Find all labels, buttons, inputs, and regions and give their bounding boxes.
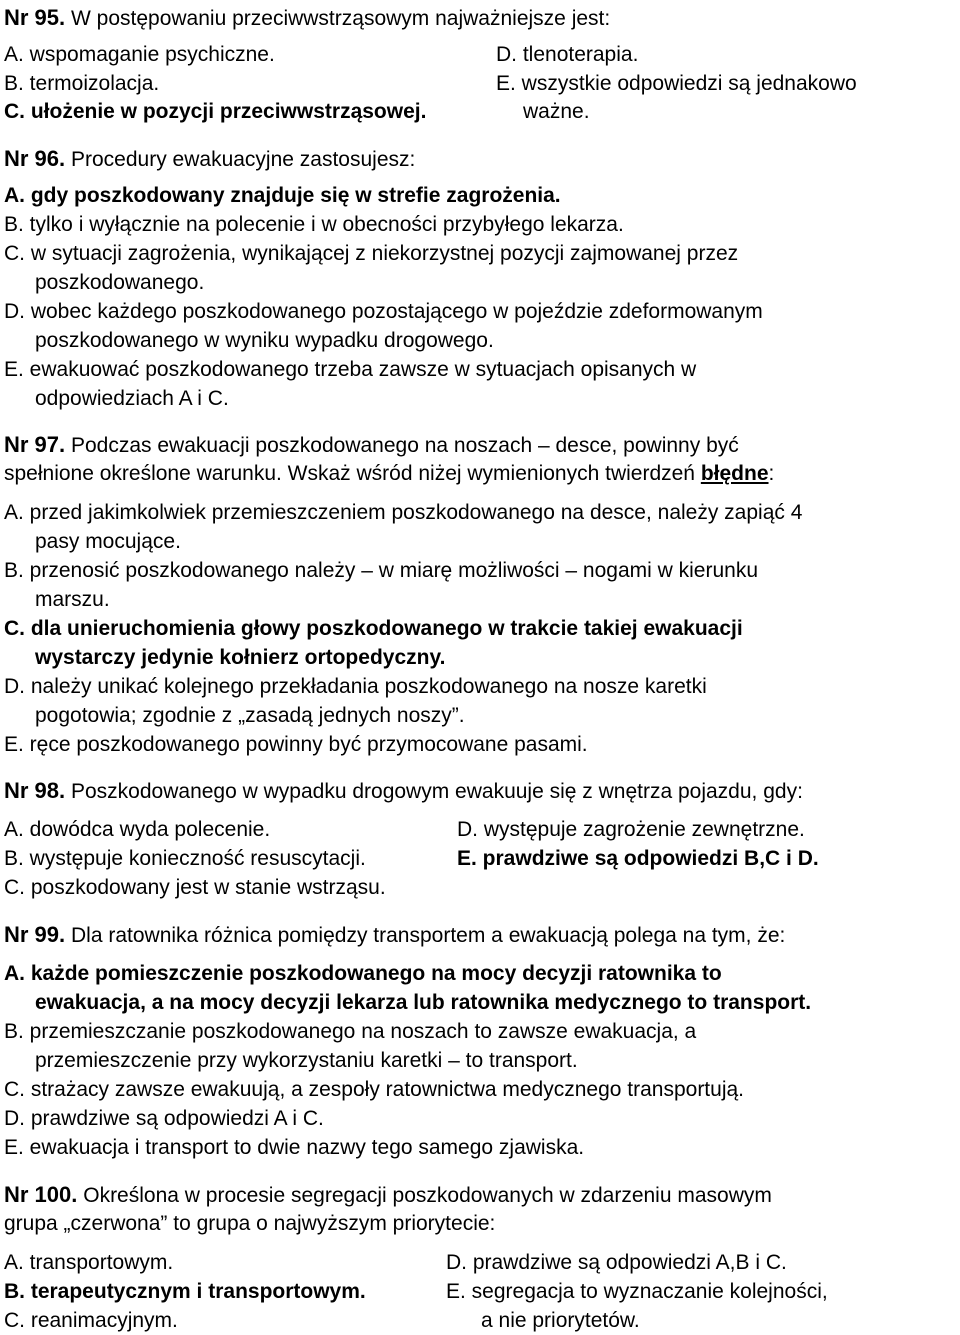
answer-e: E. ręce poszkodowanego powinny być przymocowane pasami.: [4, 733, 588, 756]
answer-d-cont: pogotowia; zgodnie z „zasadą jednych noszy”.: [35, 704, 465, 727]
answer-b-cont: przemieszczenie przy wykorzystaniu karetki – to transport.: [35, 1049, 578, 1072]
answer-b: B. termoizolacja.: [4, 72, 160, 95]
question-96-heading: [4, 144, 415, 174]
question-text-cont: [4, 459, 774, 488]
answer-a: A. wspomaganie psychiczne.: [4, 43, 275, 66]
answer-a-cont: ewakuacja, a na mocy decyzji lekarza lub ratownika medycznego to transport.: [35, 991, 812, 1014]
question-text: Określona w procesie segregacji poszkodowanych w zdarzeniu masowym: [83, 1184, 772, 1207]
question-number: Nr 98.: [4, 778, 66, 803]
question-text-part: spełnione określone warunku. Wskaż wśród niżej wymienionych twierdzeń: [4, 462, 701, 485]
question-text: Podczas ewakuacji poszkodowanego na noszach – desce, powinny być: [71, 434, 739, 457]
question-text-cont: grupa „czerwona” to grupa o najwyższym priorytecie:: [4, 1212, 496, 1235]
answer-d: D. prawdziwe są odpowiedzi A,B i C.: [446, 1251, 787, 1274]
answer-e-cont: odpowiedziach A i C.: [35, 387, 229, 410]
answer-b: B. przemieszczanie poszkodowanego na noszach to zawsze ewakuacja, a: [4, 1020, 697, 1043]
question-98-heading: [4, 776, 803, 806]
answer-e: E. prawdziwe są odpowiedzi B,C i D.: [457, 847, 819, 870]
question-100-heading: [4, 1180, 772, 1210]
question-text-part: :: [768, 462, 775, 485]
answer-e: E. segregacja to wyznaczanie kolejności,: [446, 1280, 828, 1303]
answer-d: D. wobec każdego poszkodowanego pozostającego w pojeździe zdeformowanym: [4, 300, 763, 323]
answer-e: E. ewakuować poszkodowanego trzeba zawsze w sytuacjach opisanych w: [4, 358, 697, 381]
answer-b: B. przenosić poszkodowanego należy – w miarę możliwości – nogami w kierunku: [4, 559, 759, 582]
question-99-heading: [4, 920, 785, 950]
answer-c-cont: wystarczy jedynie kołnierz ortopedyczny.: [35, 646, 446, 669]
answer-c: C. ułożenie w pozycji przeciwwstrząsowej.: [4, 100, 427, 123]
question-text: Poszkodowanego w wypadku drogowym ewakuuje się z wnętrza pojazdu, gdy:: [71, 780, 803, 803]
answer-a-cont: pasy mocujące.: [35, 530, 181, 553]
answer-a: A. dowódca wyda polecenie.: [4, 818, 271, 841]
answer-e-cont: a nie priorytetów.: [481, 1309, 640, 1332]
question-95-heading: [4, 3, 610, 33]
answer-d-cont: poszkodowanego w wyniku wypadku drogowego.: [35, 329, 494, 352]
answer-c: C. dla unieruchomienia głowy poszkodowanego w trakcie takiej ewakuacji: [4, 617, 743, 640]
emphasis-word: błędne: [700, 462, 769, 485]
question-number: Nr 97.: [4, 432, 66, 457]
answer-e: E. ewakuacja i transport to dwie nazwy tego samego zjawiska.: [4, 1136, 585, 1159]
answer-a: A. każde pomieszczenie poszkodowanego na mocy decyzji ratownika to: [4, 962, 722, 985]
answer-b-cont: marszu.: [35, 588, 110, 611]
answer-c: C. strażacy zawsze ewakuują, a zespoły ratownictwa medycznego transportują.: [4, 1078, 745, 1101]
question-number: Nr 96.: [4, 146, 66, 171]
answer-d: D. prawdziwe są odpowiedzi A i C.: [4, 1107, 324, 1130]
answer-d: D. tlenoterapia.: [496, 43, 639, 66]
answer-a: A. przed jakimkolwiek przemieszczeniem poszkodowanego na desce, należy zapiąć 4: [4, 501, 803, 524]
answer-d: D. występuje zagrożenie zewnętrzne.: [457, 818, 805, 841]
answer-c: C. poszkodowany jest w stanie wstrząsu.: [4, 876, 386, 899]
answer-c: C. reanimacyjnym.: [4, 1309, 178, 1332]
answer-c: C. w sytuacji zagrożenia, wynikającej z niekorzystnej pozycji zajmowanej przez: [4, 242, 739, 265]
answer-a: A. transportowym.: [4, 1251, 174, 1274]
answer-b: B. występuje konieczność resuscytacji.: [4, 847, 366, 870]
question-number: Nr 99.: [4, 922, 66, 947]
answer-e-cont: ważne.: [523, 100, 590, 123]
answer-a: A. gdy poszkodowany znajduje się w strefie zagrożenia.: [4, 184, 561, 207]
question-text: Dla ratownika różnica pomiędzy transportem a ewakuacją polega na tym, że:: [71, 924, 786, 947]
question-text: Procedury ewakuacyjne zastosujesz:: [71, 148, 416, 171]
question-number: Nr 100.: [4, 1182, 78, 1207]
answer-d: D. należy unikać kolejnego przekładania poszkodowanego na nosze karetki: [4, 675, 707, 698]
question-text: W postępowaniu przeciwwstrząsowym najważniejsze jest:: [71, 7, 611, 30]
question-number: Nr 95.: [4, 5, 66, 30]
question-97-heading: [4, 430, 739, 460]
answer-c-cont: poszkodowanego.: [35, 271, 205, 294]
answer-b: B. tylko i wyłącznie na polecenie i w obecności przybyłego lekarza.: [4, 213, 624, 236]
answer-e: E. wszystkie odpowiedzi są jednakowo: [496, 72, 857, 95]
answer-b: B. terapeutycznym i transportowym.: [4, 1280, 366, 1303]
